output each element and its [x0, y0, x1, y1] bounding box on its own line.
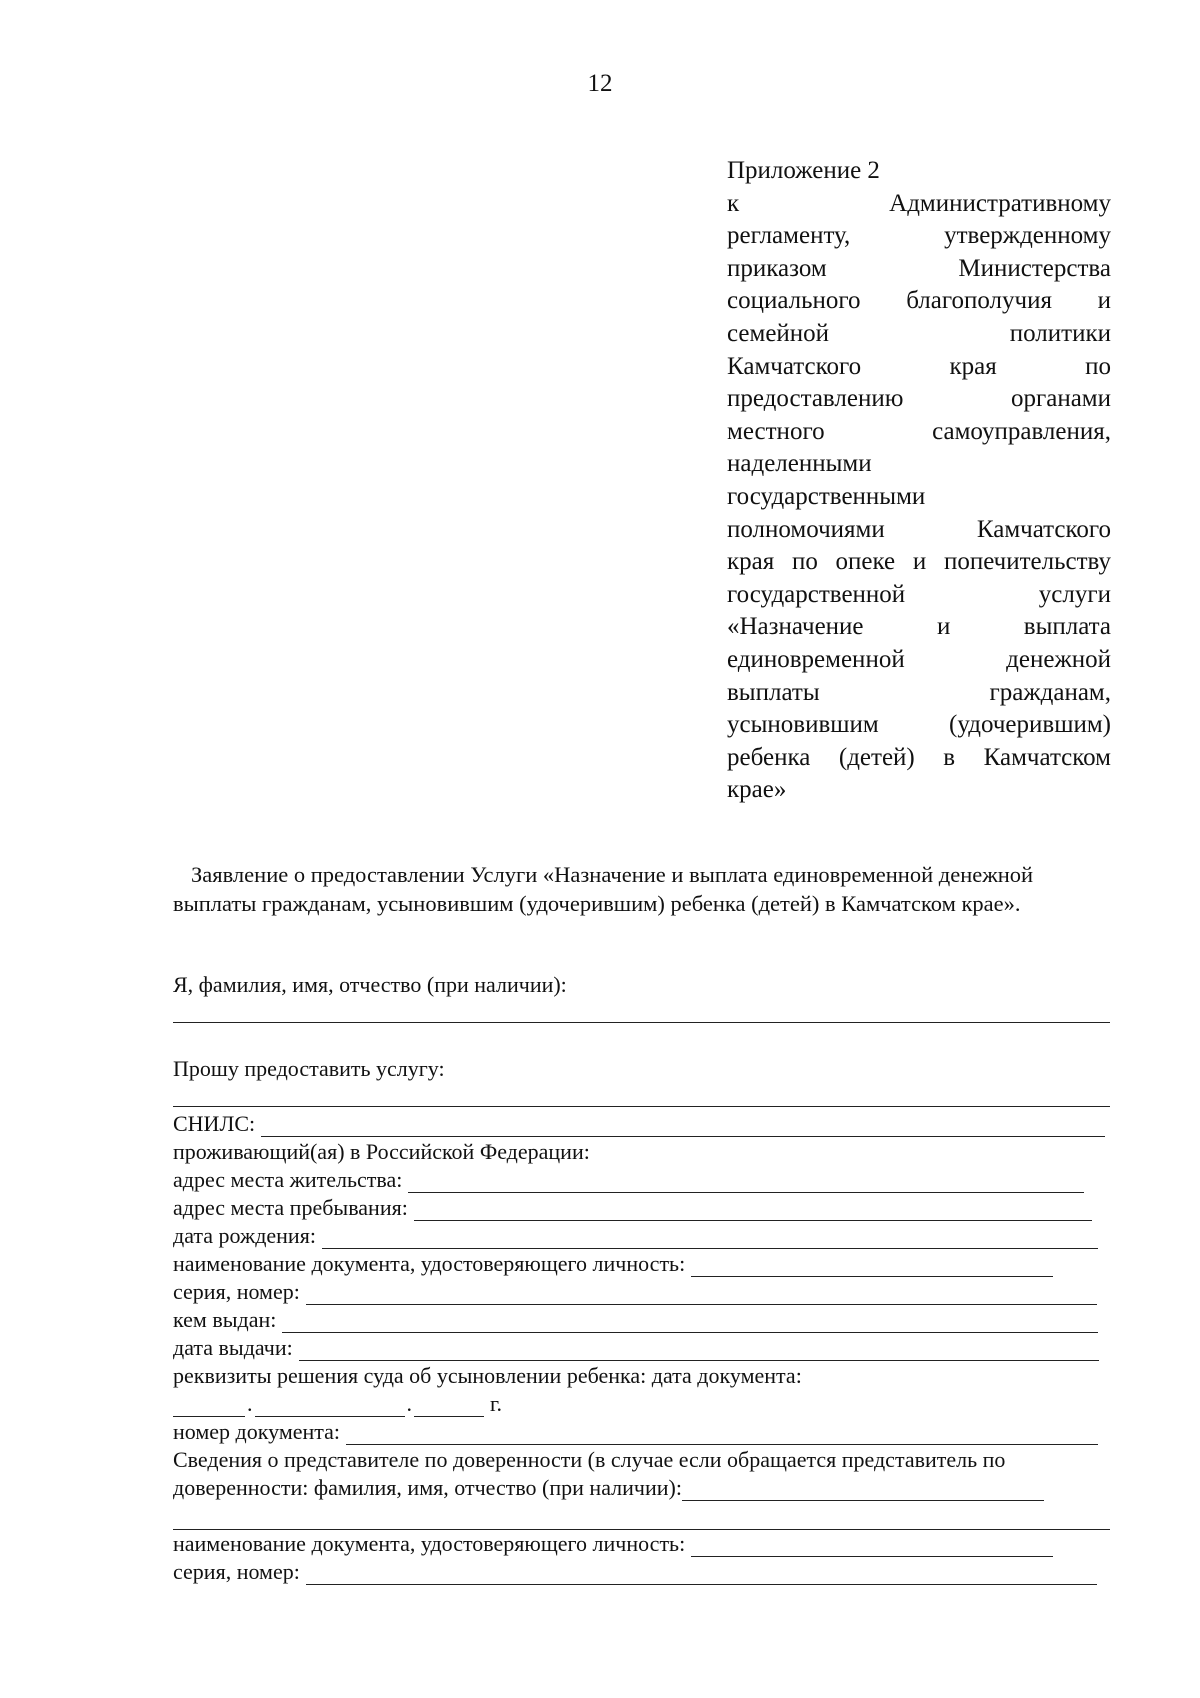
stay-address-label: адрес места пребывания:: [173, 1195, 408, 1220]
appendix-line: государственными: [727, 482, 926, 510]
decision-month-field[interactable]: [255, 1395, 405, 1417]
appendix-line: местного самоуправления,: [727, 417, 1111, 445]
rep-series-number-field[interactable]: [306, 1563, 1097, 1585]
appendix-line: к Административному: [727, 189, 1111, 217]
date-separator: .: [247, 1391, 253, 1416]
court-decision-label: реквизиты решения суда об усыновлении ребенка: дата документа:: [173, 1363, 802, 1388]
applicant-fio-label: Я, фамилия, имя, отчество (при наличии):: [173, 972, 567, 997]
residing-label: проживающий(ая) в Российской Федерации:: [173, 1139, 590, 1164]
birth-date-field[interactable]: [322, 1227, 1098, 1249]
series-number-label: серия, номер:: [173, 1279, 300, 1304]
appendix-line: Камчатского края по: [727, 352, 1111, 380]
statement-title: Заявление о предоставлении Услуги «Назначение и выплата единовременной денежной выплаты гражданам, усыновившим (удочерившим) ребенка (детей) в Камчатском крае».: [173, 862, 1034, 916]
rep-id-doc-name-field[interactable]: [691, 1535, 1053, 1557]
representative-fio-label: доверенности: фамилия, имя, отчество (при наличии):: [173, 1475, 682, 1500]
id-doc-name-field[interactable]: [691, 1255, 1053, 1277]
appendix-line: семейной политики: [727, 319, 1111, 347]
rep-id-doc-name-label: наименование документа, удостоверяющего личность:: [173, 1531, 686, 1556]
residence-address-label: адрес места жительства:: [173, 1167, 403, 1192]
issue-date-field[interactable]: [299, 1339, 1099, 1361]
appendix-line: наделенными: [727, 450, 872, 478]
stay-address-field[interactable]: [414, 1199, 1092, 1221]
appendix-line: полномочиями Камчатского: [727, 515, 1111, 543]
request-field[interactable]: [173, 1105, 1110, 1107]
request-label: Прошу предоставить услугу:: [173, 1056, 445, 1081]
representative-label: Сведения о представителе по доверенности (в случае если обращается представитель по: [173, 1447, 1006, 1472]
birth-date-label: дата рождения:: [173, 1223, 316, 1248]
appendix-line: приказом Министерства: [727, 254, 1111, 282]
doc-number-label: номер документа:: [173, 1419, 341, 1444]
snils-field[interactable]: [261, 1115, 1105, 1137]
appendix-line: Приложение 2: [727, 157, 880, 184]
appendix-line: выплаты гражданам,: [727, 678, 1111, 706]
appendix-line: крае»: [727, 776, 787, 804]
residence-address-field[interactable]: [408, 1171, 1084, 1193]
doc-number-field[interactable]: [346, 1423, 1098, 1445]
court-decision-date: [173, 1389, 504, 1417]
applicant-fio-field[interactable]: [173, 1021, 1110, 1023]
appendix-line: единовременной денежной: [727, 645, 1111, 673]
appendix-line: «Назначение и выплата: [727, 613, 1111, 641]
issued-by-label: кем выдан:: [173, 1307, 277, 1332]
appendix-line: усыновившим (удочерившим): [727, 711, 1111, 739]
appendix-line: государственной услуги: [727, 580, 1111, 608]
year-suffix: г.: [490, 1391, 503, 1416]
appendix-line: ребенка (детей) в Камчатском: [727, 743, 1111, 771]
date-separator: .: [406, 1391, 412, 1416]
appendix-line: края по опеке и попечительству: [727, 548, 1111, 576]
appendix-line: социального благополучия и: [727, 287, 1111, 315]
series-number-field[interactable]: [306, 1283, 1097, 1305]
issue-date-label: дата выдачи:: [173, 1335, 293, 1360]
rep-series-number-label: серия, номер:: [173, 1559, 300, 1584]
decision-day-field[interactable]: [173, 1395, 245, 1417]
page-number: 12: [587, 70, 613, 97]
representative-fio-field[interactable]: [682, 1479, 1044, 1501]
decision-year-field[interactable]: [414, 1395, 484, 1417]
issued-by-field[interactable]: [282, 1311, 1098, 1333]
appendix-line: регламенту, утвержденному: [727, 222, 1111, 250]
appendix-block: [727, 155, 1111, 807]
id-doc-name-label: наименование документа, удостоверяющего личность:: [173, 1251, 686, 1276]
appendix-line: предоставлению органами: [727, 385, 1111, 413]
snils-label: СНИЛС:: [173, 1111, 256, 1136]
